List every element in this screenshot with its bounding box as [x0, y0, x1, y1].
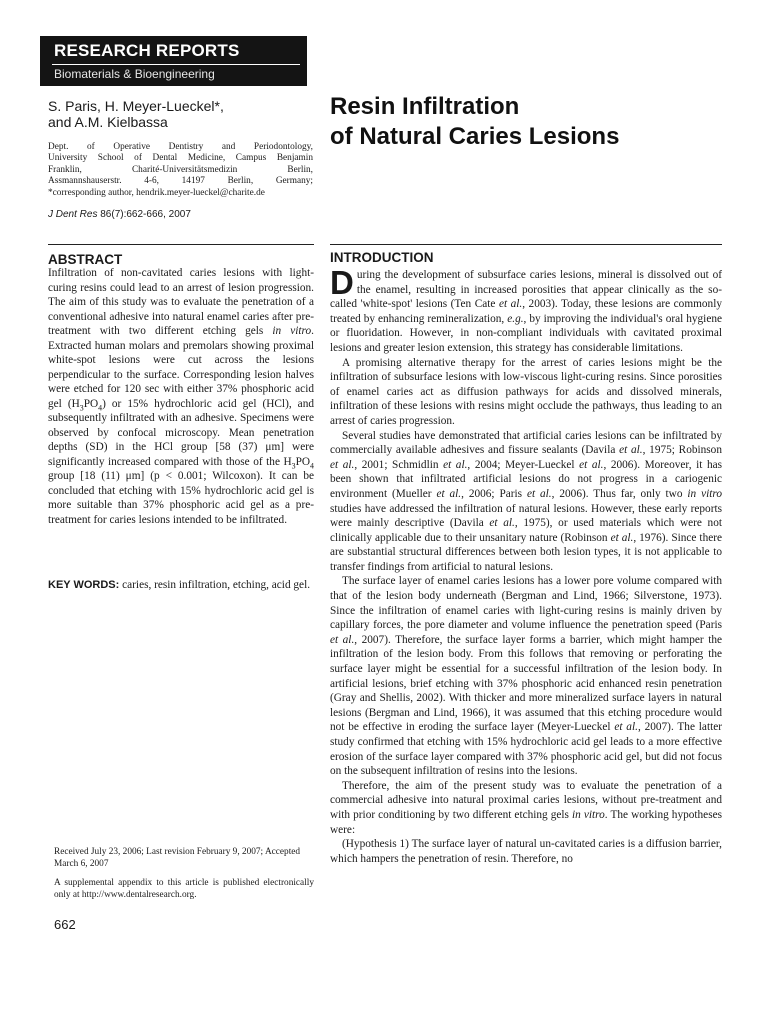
- banner-divider: [52, 64, 300, 65]
- author-list: [48, 98, 313, 130]
- journal-reference: [48, 209, 191, 220]
- affiliation-line: Franklin, Charité-Universitätsmedizin Berlin,: [48, 164, 313, 175]
- affiliation-line: Dept. of Operative Dentistry and Periodontology,: [48, 142, 313, 152]
- paragraph: Therefore, the aim of the present study was to evaluate the penetration of a commercial adhesive into natural proximal caries lesions, without pre-treatment and with prior conditioning by two different etching gels in vitro. The working hypotheses were:: [330, 779, 722, 836]
- author-line: S. Paris, H. Meyer-Lueckel*,: [48, 98, 224, 114]
- keywords: [48, 578, 314, 593]
- affiliation: [48, 142, 313, 199]
- corresponding-author: *corresponding author, hendrik.meyer-lueckel@charite.de: [48, 187, 265, 198]
- section-banner: [40, 36, 307, 86]
- paragraph: Several studies have demonstrated that artificial caries lesions can be infiltrated by commercially available adhesives and fissure sealants (Davila et al., 1975; Robinson et al., 2001; Schmidlin et al., 2004; Meyer-Lueckel et al., 2006). Moreover, it has been shown that infiltrated artificial lesions do not progress in a cariogenic environment (Mueller et al., 2006; Paris et al., 2006). Thus far, only two in vitro studies have addressed the infiltration of natural lesions. However, these early reports were mainly descriptive (Davila et al., 1975), or used materials which were not clinically applicable due to their unsanitary nature (Robinson et al., 1976). Since there are substantial structural differences between both lesion types, it is not applicable to transfer findings from artificial to natural lesions.: [330, 429, 723, 573]
- paragraph: A promising alternative therapy for the arrest of caries lesions might be the infiltration of subsurface lesions with low-viscous light-curing resins. Since porosities of enamel caries act as diffusion pathways for acids and dissolved minerals, infiltration of these lesions with resins might occlude the pathways, thus leading to an arrest of caries progression.: [330, 356, 722, 427]
- section-divider: [48, 244, 314, 245]
- introduction-body: [330, 264, 723, 866]
- paragraph: (Hypothesis 1) The surface layer of natural un-cavitated caries is a diffusion barrier, which hampers the penetration of resin. Therefore, no: [330, 838, 722, 865]
- keywords-text: caries, resin infiltration, etching, acid gel.: [119, 579, 311, 591]
- journal-name: J Dent Res: [48, 209, 98, 220]
- article-title: [330, 92, 730, 152]
- keywords-label: KEY WORDS:: [48, 579, 120, 591]
- introduction-heading: INTRODUCTION: [330, 250, 434, 265]
- section-divider: [330, 244, 722, 245]
- paragraph: The surface layer of enamel caries lesions has a lower pore volume compared with that of the lesion body underneath (Bergman and Lind, 1966; Silverstone, 1973). Since the infiltration of enamel caries with light-curing resins is mainly driven by capillary forces, the pore diameter and volume influence the penetration speed (Paris et al., 2007). Therefore, the surface layer forms a barrier, which might hamper the infiltration of the lesion body. From this follows that removing or perforating the surface layer might be essential for a successful infiltration of the lesion body. In artificial lesions, brief etching with 37% phosphoric acid enhanced resin penetration (Gray and Shellis, 2002). With thicker and more mineralized surface layers in natural lesions (Bergman and Lind, 1966), it was assumed that this etching procedure would not be effective in eroding the surface layer (Meyer-Lueckel et al., 2007). The latter study confirmed that etching with 15% hydrochloric acid gel leads to a more effective erosion of the surface layer compared with 37% phosphoric acid gel, but did not focus on the subsequent infiltration of resins into the lesions.: [330, 575, 723, 778]
- received-dates: Received July 23, 2006; Last revision February 9, 2007; Accepted March 6, 2007: [54, 847, 301, 869]
- affiliation-line: University School of Dental Medicine, Campus Benjamin: [48, 153, 313, 164]
- author-line: and A.M. Kielbassa: [48, 114, 168, 130]
- supplement-note: A supplemental appendix to this article is published electronically only at http://www.dentalresearch.org.: [54, 878, 314, 900]
- drop-cap: D: [330, 264, 354, 301]
- banner-subtitle: Biomaterials & Bioengineering: [54, 67, 215, 81]
- title-line: of Natural Caries Lesions: [330, 123, 620, 150]
- journal-citation: 86(7):662-666, 2007: [100, 209, 191, 220]
- affiliation-line: Assmannshauserstr. 4-6, 14197 Berlin, Germany;: [48, 176, 313, 187]
- abstract-body: Infiltration of non-cavitated caries lesions with light-curing resins could lead to an arrest of lesion progression. The aim of this study was to evaluate the penetration of a conventional adhesive into natural enamel caries after pre-treatment with two different etching gels in vitro. Extracted human molars and premolars showing proximal white-spot lesions were cut across the lesions perpendicular to the surface. Corresponding lesion halves were etched for 120 sec with either 37% phosphoric acid gel $(H_3PO_4)$ or 15% hydrochloric acid gel (HCl), and subsequently infiltrated with an adhesive. Specimens were observed by confocal microscopy. Mean penetration depths (SD) in the HCl group [58 (37) μm] were significantly increased compared with those of the $H_3PO_4$ group [18 (11) μm] (p < 0.001; Wilcoxon). It can be concluded that etching with 15% hydrochloric acid gel is more suitable than 37% phosphoric acid gel as a pre-treatment for caries lesions intended to be infiltrated.: [48, 267, 314, 526]
- abstract-heading: ABSTRACT: [48, 252, 123, 267]
- paragraph: During the development of subsurface caries lesions, mineral is dissolved out of the enamel, resulting in increased porosities that appear clinically as the so-called 'white-spot' lesions (Ten Cate et al., 2003). Today, these lesions are commonly treated by enhancing remineralization, e.g., by improving the individual's oral hygiene or fluoridation. However, in non-compliant individuals with cavitated proximal lesions and greater lesion extension, this strategy has considerable limitations.: [330, 264, 722, 354]
- banner-title: RESEARCH REPORTS: [54, 41, 240, 60]
- title-line: Resin Infiltration: [330, 93, 520, 120]
- page-number: 662: [54, 917, 76, 932]
